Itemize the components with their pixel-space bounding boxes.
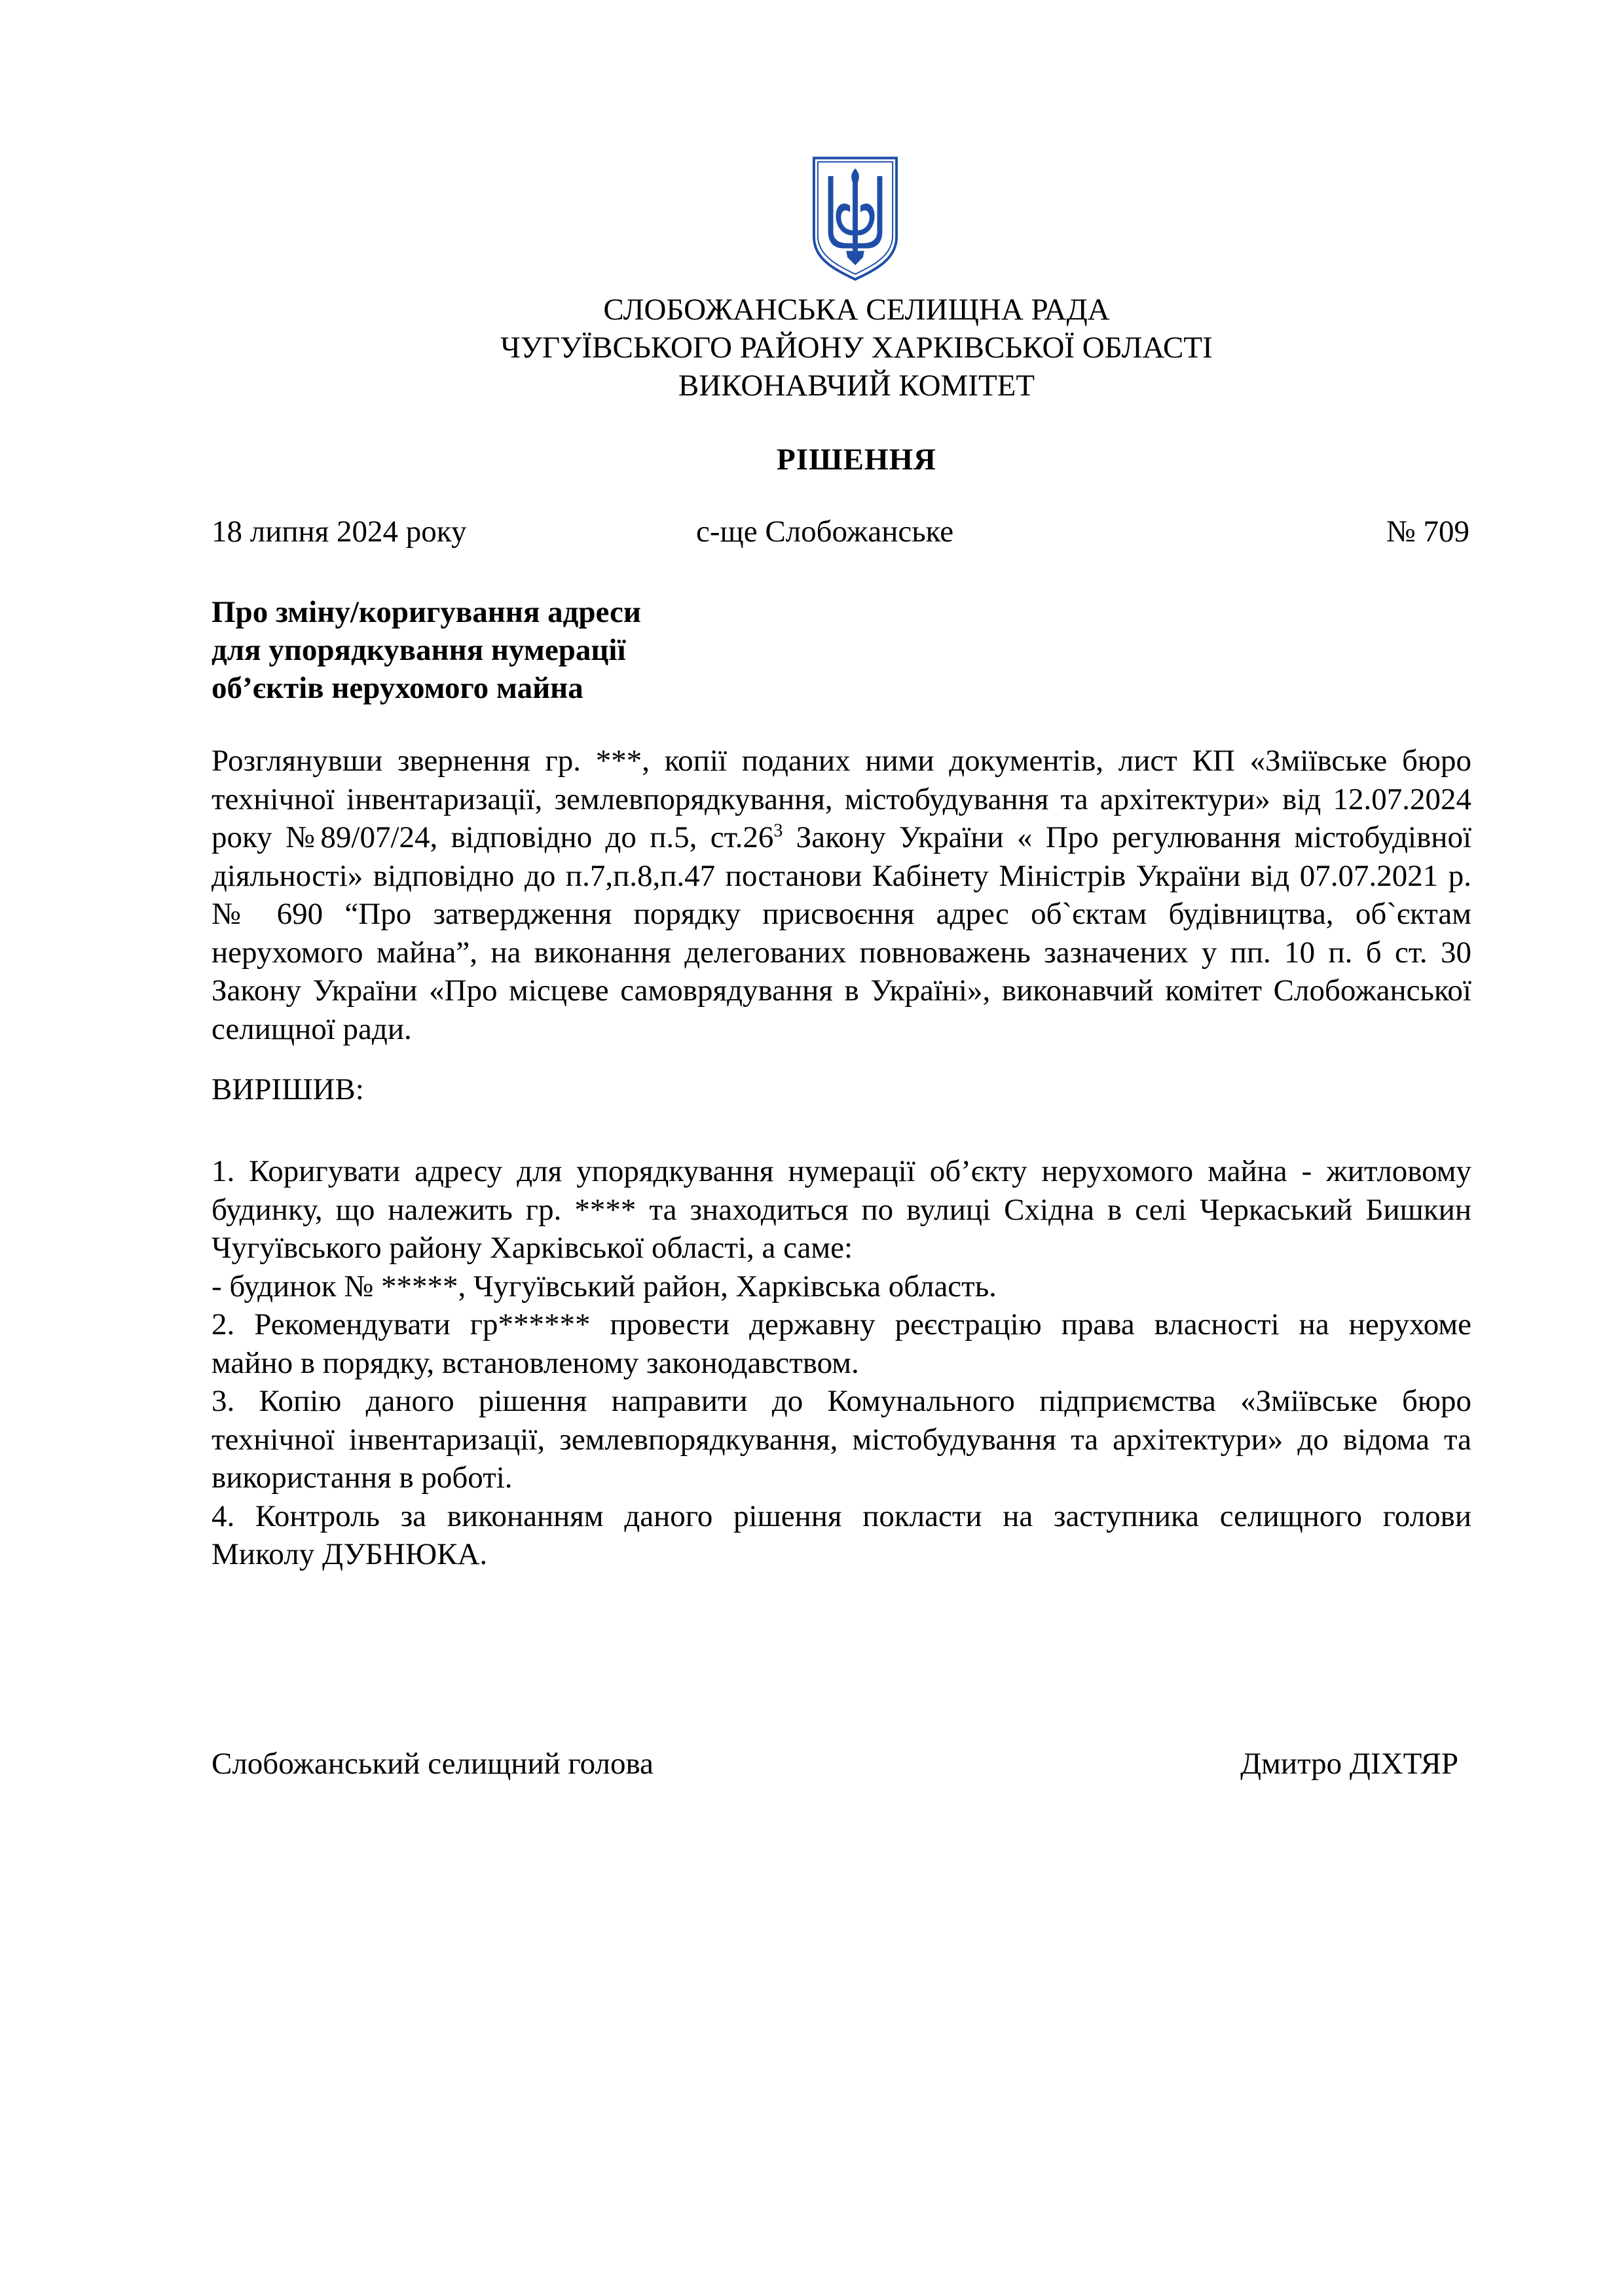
decision-place: с-ще Слобожанське: [696, 515, 954, 549]
preamble-line: нерухомого майна”, на виконання делегованих повноважень зазначених у пп. 10 п. б ст. 30: [212, 935, 1471, 970]
item-line: 4. Контроль за виконанням даного рішення покласти на заступника селищного голови: [212, 1499, 1471, 1533]
district-name: ЧУГУЇВСЬКОГО РАЙОНУ ХАРКІВСЬКОЇ ОБЛАСТІ: [500, 331, 1213, 365]
item-line: 1. Коригувати адресу для упорядкування нумерації об’єкту нерухомого майна - житловому: [212, 1154, 1471, 1188]
preamble-line: Розглянувши звернення гр. ***, копії поданих ними документів, лист КП «Зміївське бюро: [212, 744, 1471, 778]
decision-subject: [212, 593, 801, 707]
subject-line: об’єктів нерухомого майна: [212, 671, 583, 705]
signatory-name: Дмитро ДІХТЯР: [1240, 1747, 1458, 1781]
signatory-title: Слобожанський селищний голова: [212, 1747, 654, 1781]
subject-line: Про зміну/коригування адреси: [212, 595, 641, 629]
preamble-line: технічної інвентаризації, землевпорядкування, містобудування та архітектури» від 12.07.2024: [212, 782, 1471, 816]
item-line: 3. Копію даного рішення направити до Комунального підприємства «Зміївське бюро: [212, 1384, 1471, 1418]
item-line: використання в роботі.: [212, 1461, 513, 1495]
committee-name: ВИКОНАВЧИЙ КОМІТЕТ: [678, 369, 1035, 403]
subject-line: для упорядкування нумерації: [212, 633, 626, 667]
decided-heading: ВИРІШИВ:: [212, 1072, 364, 1106]
decision-number: № 709: [1386, 515, 1469, 549]
preamble-text: року №89/07/24, відповідно до п.5, ст.26: [212, 820, 774, 854]
preamble-line: діяльності» відповідно до п.7,п.8,п.47 постанови Кабінету Міністрів України від 07.07.2021 р.: [212, 858, 1471, 893]
article-superscript: 3: [773, 820, 783, 841]
document-title: РІШЕННЯ: [776, 443, 937, 477]
item-line: Миколу ДУБНЮКА.: [212, 1537, 488, 1571]
item-line: 2. Рекомендувати гр****** провести державну реєстрацію права власності на нерухоме: [212, 1307, 1471, 1341]
decision-date: 18 липня 2024 року: [212, 515, 467, 549]
preamble-line: № 690 “Про затвердження порядку присвоєння адрес об`єктам будівництва, об`єктам: [212, 897, 1471, 931]
council-name: СЛОБОЖАНСЬКА СЕЛИЩНА РАДА: [603, 293, 1110, 327]
item-line: - будинок № *****, Чугуївський район, Харківська область.: [212, 1269, 997, 1303]
preamble-line: [212, 818, 1471, 857]
item-line: майно в порядку, встановленому законодавством.: [212, 1345, 859, 1380]
item-line: будинку, що належить гр. **** та знаходиться по вулиці Східна в селі Черкаський Бишкин: [212, 1192, 1471, 1227]
preamble-line: Закону України «Про місцеве самоврядування в Україні», виконавчий комітет Слобожанської: [212, 974, 1471, 1008]
decision-items: [212, 1152, 1471, 1574]
preamble-paragraph: [212, 742, 1471, 1048]
item-line: технічної інвентаризації, землевпорядкування, містобудування та архітектури» до відома та: [212, 1422, 1471, 1457]
preamble-text: Закону України « Про регулювання містобудівної: [783, 820, 1471, 854]
trident-coat-of-arms-icon: [810, 153, 900, 284]
preamble-line: селищної ради.: [212, 1011, 412, 1046]
item-line: Чугуївського району Харківської області, а саме:: [212, 1231, 853, 1265]
